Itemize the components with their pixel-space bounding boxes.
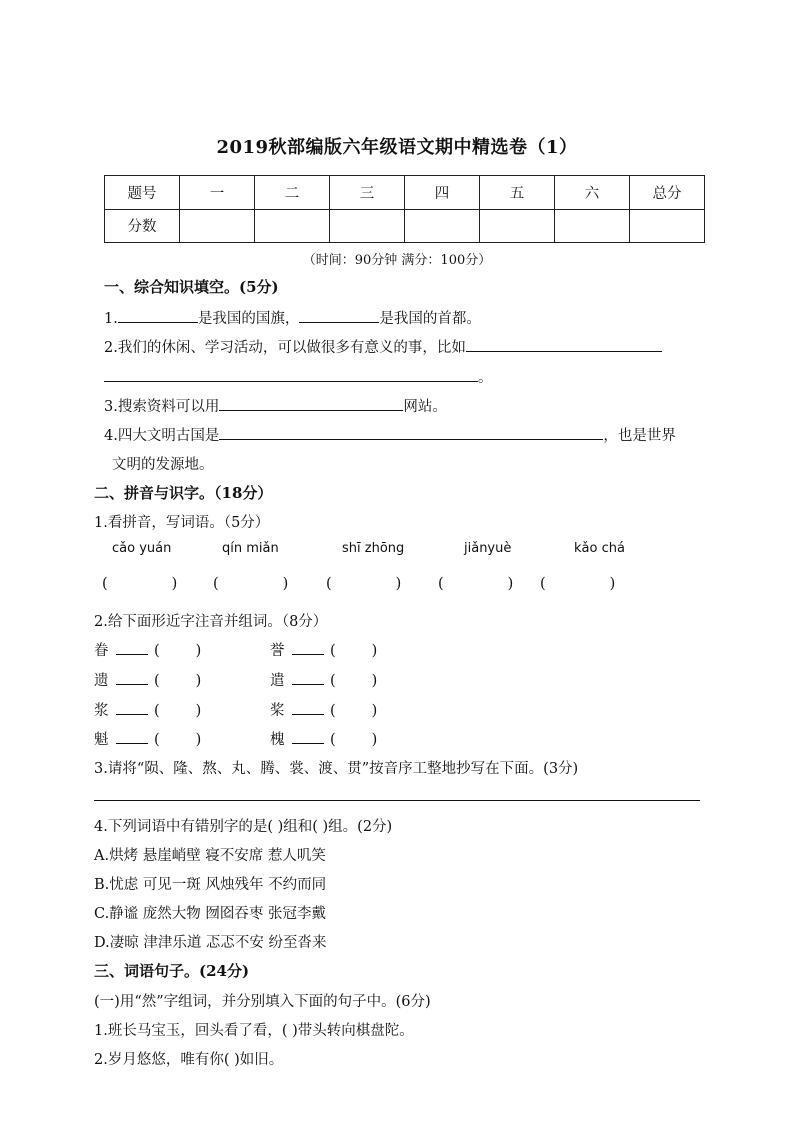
score-cell[interactable] xyxy=(555,209,630,243)
pinyin-blank[interactable] xyxy=(292,640,324,655)
option-b: B.忧虑 可见一斑 风烛残年 不约而同 xyxy=(94,877,327,893)
exam-title: 2019秋部编版六年级语文期中精选卷（1） xyxy=(216,137,578,158)
score-cell[interactable] xyxy=(330,209,405,243)
answer-blank[interactable] xyxy=(118,307,198,323)
score-cell[interactable] xyxy=(630,209,705,243)
s2-q2: 2.给下面形近字注音并组词。（8分） xyxy=(94,614,328,630)
header-cell: 题号 xyxy=(105,176,180,210)
char: 浆 xyxy=(94,703,109,719)
s1-q1-text: 是我国的国旗， xyxy=(197,311,300,327)
score-table-header-row xyxy=(105,176,705,210)
answer-blank[interactable] xyxy=(104,366,478,382)
header-cell: 三 xyxy=(330,176,405,210)
section3-heading: 三、词语句子。(24分) xyxy=(94,962,250,980)
pinyin-blank[interactable] xyxy=(116,670,148,685)
pinyin-blank[interactable] xyxy=(292,670,324,685)
s1-q2-end: 。 xyxy=(478,370,493,386)
pinyin-4: jiǎnyuè xyxy=(464,541,512,556)
s1-q2-cont xyxy=(104,366,493,387)
char-pair-row: 遣 ( ) xyxy=(270,669,377,690)
char: 魁 xyxy=(94,732,109,748)
s1-q1-text-end: 是我国的首都。 xyxy=(379,311,481,327)
pinyin-blank[interactable] xyxy=(292,700,324,715)
time-info: （时间：90分钟 满分：100分） xyxy=(302,253,492,268)
char-pair-row: 眷 ( ) xyxy=(94,639,201,660)
char: 槐 xyxy=(270,732,285,748)
s1-q2-text: 2.我们的休闲、学习活动，可以做很多有意义的事，比如 xyxy=(104,340,466,356)
score-cell[interactable] xyxy=(255,209,330,243)
char-pair-row: 誉 ( ) xyxy=(270,639,377,660)
char: 桨 xyxy=(270,703,285,719)
header-cell: 总分 xyxy=(630,176,705,210)
answer-blank[interactable] xyxy=(466,336,662,352)
pinyin-1: cǎo yuán xyxy=(112,541,172,556)
char: 誉 xyxy=(270,643,285,659)
answer-blank[interactable] xyxy=(219,395,403,411)
s2-q1: 1.看拼音，写词语。（5分） xyxy=(94,515,270,531)
score-cell[interactable] xyxy=(480,209,555,243)
pinyin-blank[interactable] xyxy=(292,729,324,744)
answer-blank[interactable] xyxy=(299,307,379,323)
score-cell[interactable] xyxy=(180,209,255,243)
answer-paren-2[interactable]: ( ) xyxy=(213,576,289,592)
s3-sentence-2: 2.岁月悠悠，唯有你( )如旧。 xyxy=(94,1052,284,1068)
s1-q2 xyxy=(104,336,662,357)
header-cell: 二 xyxy=(255,176,330,210)
char-pair-row: 遗 ( ) xyxy=(94,669,201,690)
header-cell: 四 xyxy=(405,176,480,210)
option-d: D.凄晾 津津乐道 忑忑不安 纷至沓来 xyxy=(94,935,327,951)
score-cell[interactable] xyxy=(405,209,480,243)
header-cell: 六 xyxy=(555,176,630,210)
answer-line[interactable] xyxy=(94,800,700,801)
char-pair-row: 槐 ( ) xyxy=(270,728,377,749)
char: 遣 xyxy=(270,673,285,689)
pinyin-blank[interactable] xyxy=(116,729,148,744)
s2-q4: 4.下列词语中有错别字的是( )组和( )组。(2分) xyxy=(94,819,393,835)
section2-heading: 二、拼音与识字。（18分） xyxy=(94,484,273,502)
s1-q3-text: 3.搜索资料可以用 xyxy=(104,399,220,415)
char-pair-row: 魁 ( ) xyxy=(94,728,201,749)
score-table xyxy=(104,175,705,243)
s1-q4-text-mid: ，也是世界 xyxy=(603,428,676,444)
answer-paren-5[interactable]: ( ) xyxy=(540,576,616,592)
section1-heading: 一、综合知识填空。(5分) xyxy=(104,278,279,296)
s1-q1 xyxy=(104,307,481,328)
char: 眷 xyxy=(94,643,109,659)
row-label: 分数 xyxy=(105,209,180,243)
option-a: A.烘烤 悬崖峭壁 寝不安席 惹人叽笑 xyxy=(94,848,326,864)
s1-q4 xyxy=(104,424,676,445)
char: 遗 xyxy=(94,673,109,689)
char-pair-row: 桨 ( ) xyxy=(270,699,377,720)
pinyin-2: qín miǎn xyxy=(222,541,279,556)
pinyin-5: kǎo chá xyxy=(574,541,625,556)
score-table-score-row xyxy=(105,209,705,243)
header-cell: 五 xyxy=(480,176,555,210)
s3-sub1: (一)用“然”字组词，并分别填入下面的句子中。(6分) xyxy=(94,994,431,1010)
answer-paren-4[interactable]: ( ) xyxy=(438,576,514,592)
pinyin-3: shī zhōng xyxy=(342,541,405,556)
char-pair-row: 浆 ( ) xyxy=(94,699,201,720)
s1-q1-num: 1. xyxy=(104,311,118,327)
answer-paren-1[interactable]: ( ) xyxy=(102,576,178,592)
s1-q3 xyxy=(104,395,447,416)
s1-q3-text-end: 网站。 xyxy=(403,399,447,415)
s1-q4-cont: 文明的发源地。 xyxy=(112,457,214,473)
s2-q3: 3.请将“陨、隆、熬、丸、腾、裳、渡、贯”按音序工整地抄写在下面。(3分) xyxy=(94,761,579,777)
s3-sentence-1: 1.班长马宝玉，回头看了看，( )带头转向棋盘陀。 xyxy=(94,1023,414,1039)
answer-paren-3[interactable]: ( ) xyxy=(326,576,402,592)
answer-blank[interactable] xyxy=(219,424,603,440)
option-c: C.静谧 庞然大物 囫囵吞枣 张冠李戴 xyxy=(94,906,327,922)
pinyin-blank[interactable] xyxy=(116,700,148,715)
header-cell: 一 xyxy=(180,176,255,210)
s1-q4-text: 4.四大文明古国是 xyxy=(104,428,220,444)
pinyin-blank[interactable] xyxy=(116,640,148,655)
